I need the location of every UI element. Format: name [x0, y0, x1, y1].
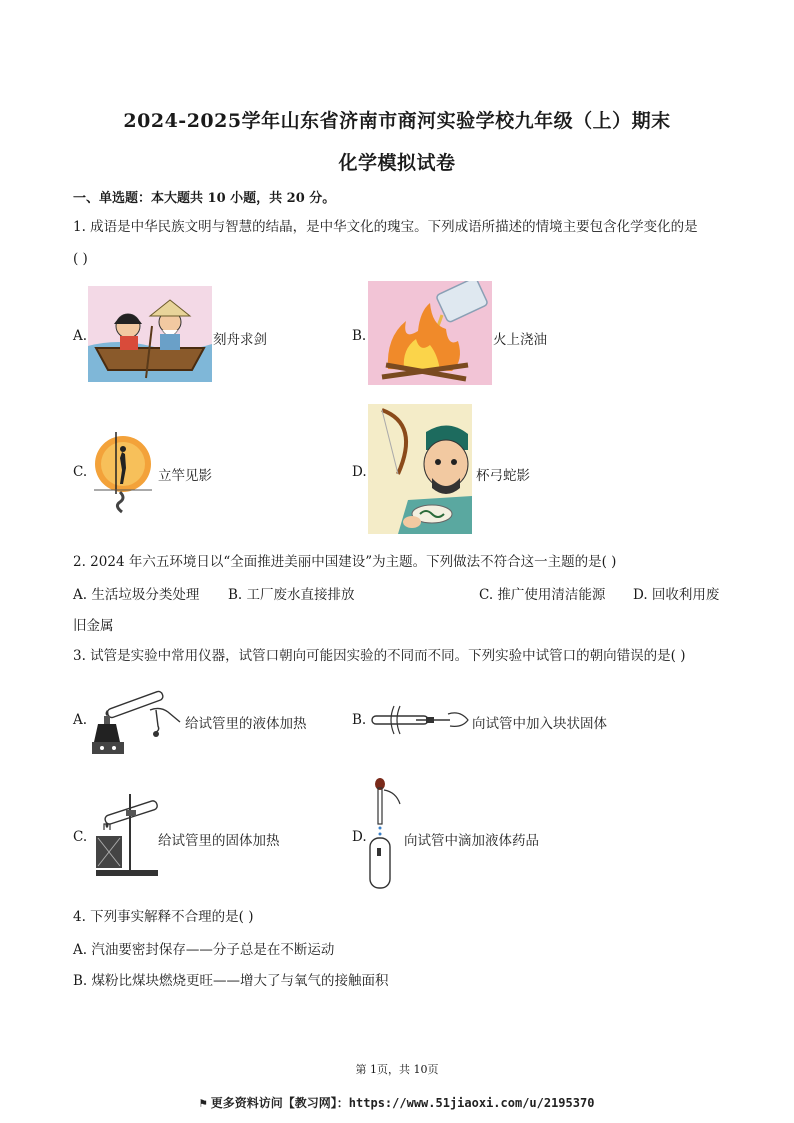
q1-stem: 1. 成语是中华民族文明与智慧的结晶，是中华文化的瑰宝。下列成语所描述的情境主要包含化学变化的是 — [73, 219, 698, 235]
page-subtitle: 化学模拟试卷 — [338, 152, 456, 174]
q1-option-a-letter: A. — [73, 328, 88, 344]
q3-option-a-image — [90, 680, 186, 762]
q3-option-b-image — [368, 700, 472, 740]
q1-option-d-image — [368, 404, 472, 534]
section-heading: 一、单选题：本大题共 10 小题，共 20 分。 — [73, 191, 336, 206]
q1-option-b-letter: B. — [352, 328, 367, 344]
q2-stem: 2. 2024 年六五环境日以“全面推进美丽中国建设”为主题。下列做法不符合这一主题的是( ) — [73, 554, 617, 570]
q2-option-d-wrap: 旧金属 — [73, 618, 114, 634]
q2-option-a: A. 生活垃圾分类处理 — [73, 587, 200, 603]
q1-option-c-letter: C. — [73, 464, 88, 480]
page-number: 第 1页，共 10页 — [355, 1063, 439, 1076]
q1-option-a-text: 刻舟求剑 — [213, 332, 267, 348]
q2-option-c: C. 推广使用清洁能源 — [479, 587, 606, 603]
q3-option-d-image — [362, 776, 406, 890]
q1-option-d-text: 杯弓蛇影 — [476, 468, 530, 484]
q3-stem: 3. 试管是实验中常用仪器，试管口朝向可能因实验的不同而不同。下列实验中试管口的朝向错误的是( ) — [73, 648, 686, 664]
q3-option-b-letter: B. — [352, 712, 367, 728]
q1-option-b-text: 火上浇油 — [493, 332, 547, 348]
q3-option-c-letter: C. — [73, 829, 88, 845]
q3-option-a-text: 给试管里的液体加热 — [185, 716, 307, 732]
q1-blank: ( ) — [73, 251, 88, 267]
q1-option-c-image — [92, 428, 154, 514]
q2-option-b: B. 工厂废水直接排放 — [228, 587, 355, 603]
q4-option-a: A. 汽油要密封保存——分子总是在不断运动 — [73, 942, 335, 958]
q1-option-c-text: 立竿见影 — [158, 468, 212, 484]
q3-option-c-text: 给试管里的固体加热 — [158, 833, 280, 849]
page-title: 2024-2025学年山东省济南市商河实验学校九年级（上）期末 — [123, 110, 671, 132]
q4-stem: 4. 下列事实解释不合理的是( ) — [73, 909, 254, 925]
q3-option-a-letter: A. — [73, 712, 88, 728]
q1-option-b-image — [368, 281, 492, 385]
q3-option-c-image — [92, 786, 162, 878]
q3-option-d-letter: D. — [352, 829, 367, 845]
q2-option-d: D. 回收利用废 — [633, 587, 720, 603]
q1-option-d-letter: D. — [352, 464, 367, 480]
flag-icon: ⚑ — [199, 1096, 207, 1110]
q3-option-d-text: 向试管中滴加液体药品 — [404, 833, 539, 849]
q3-option-b-text: 向试管中加入块状固体 — [472, 716, 607, 732]
q4-option-b: B. 煤粉比煤块燃烧更旺——增大了与氧气的接触面积 — [73, 973, 389, 989]
promo-banner[interactable] — [0, 1094, 794, 1111]
q1-option-a-image — [88, 286, 212, 382]
promo-link[interactable]: 更多资料访问【教习网】：https://www.51jiaoxi.com/u/2195370 — [210, 1096, 595, 1110]
